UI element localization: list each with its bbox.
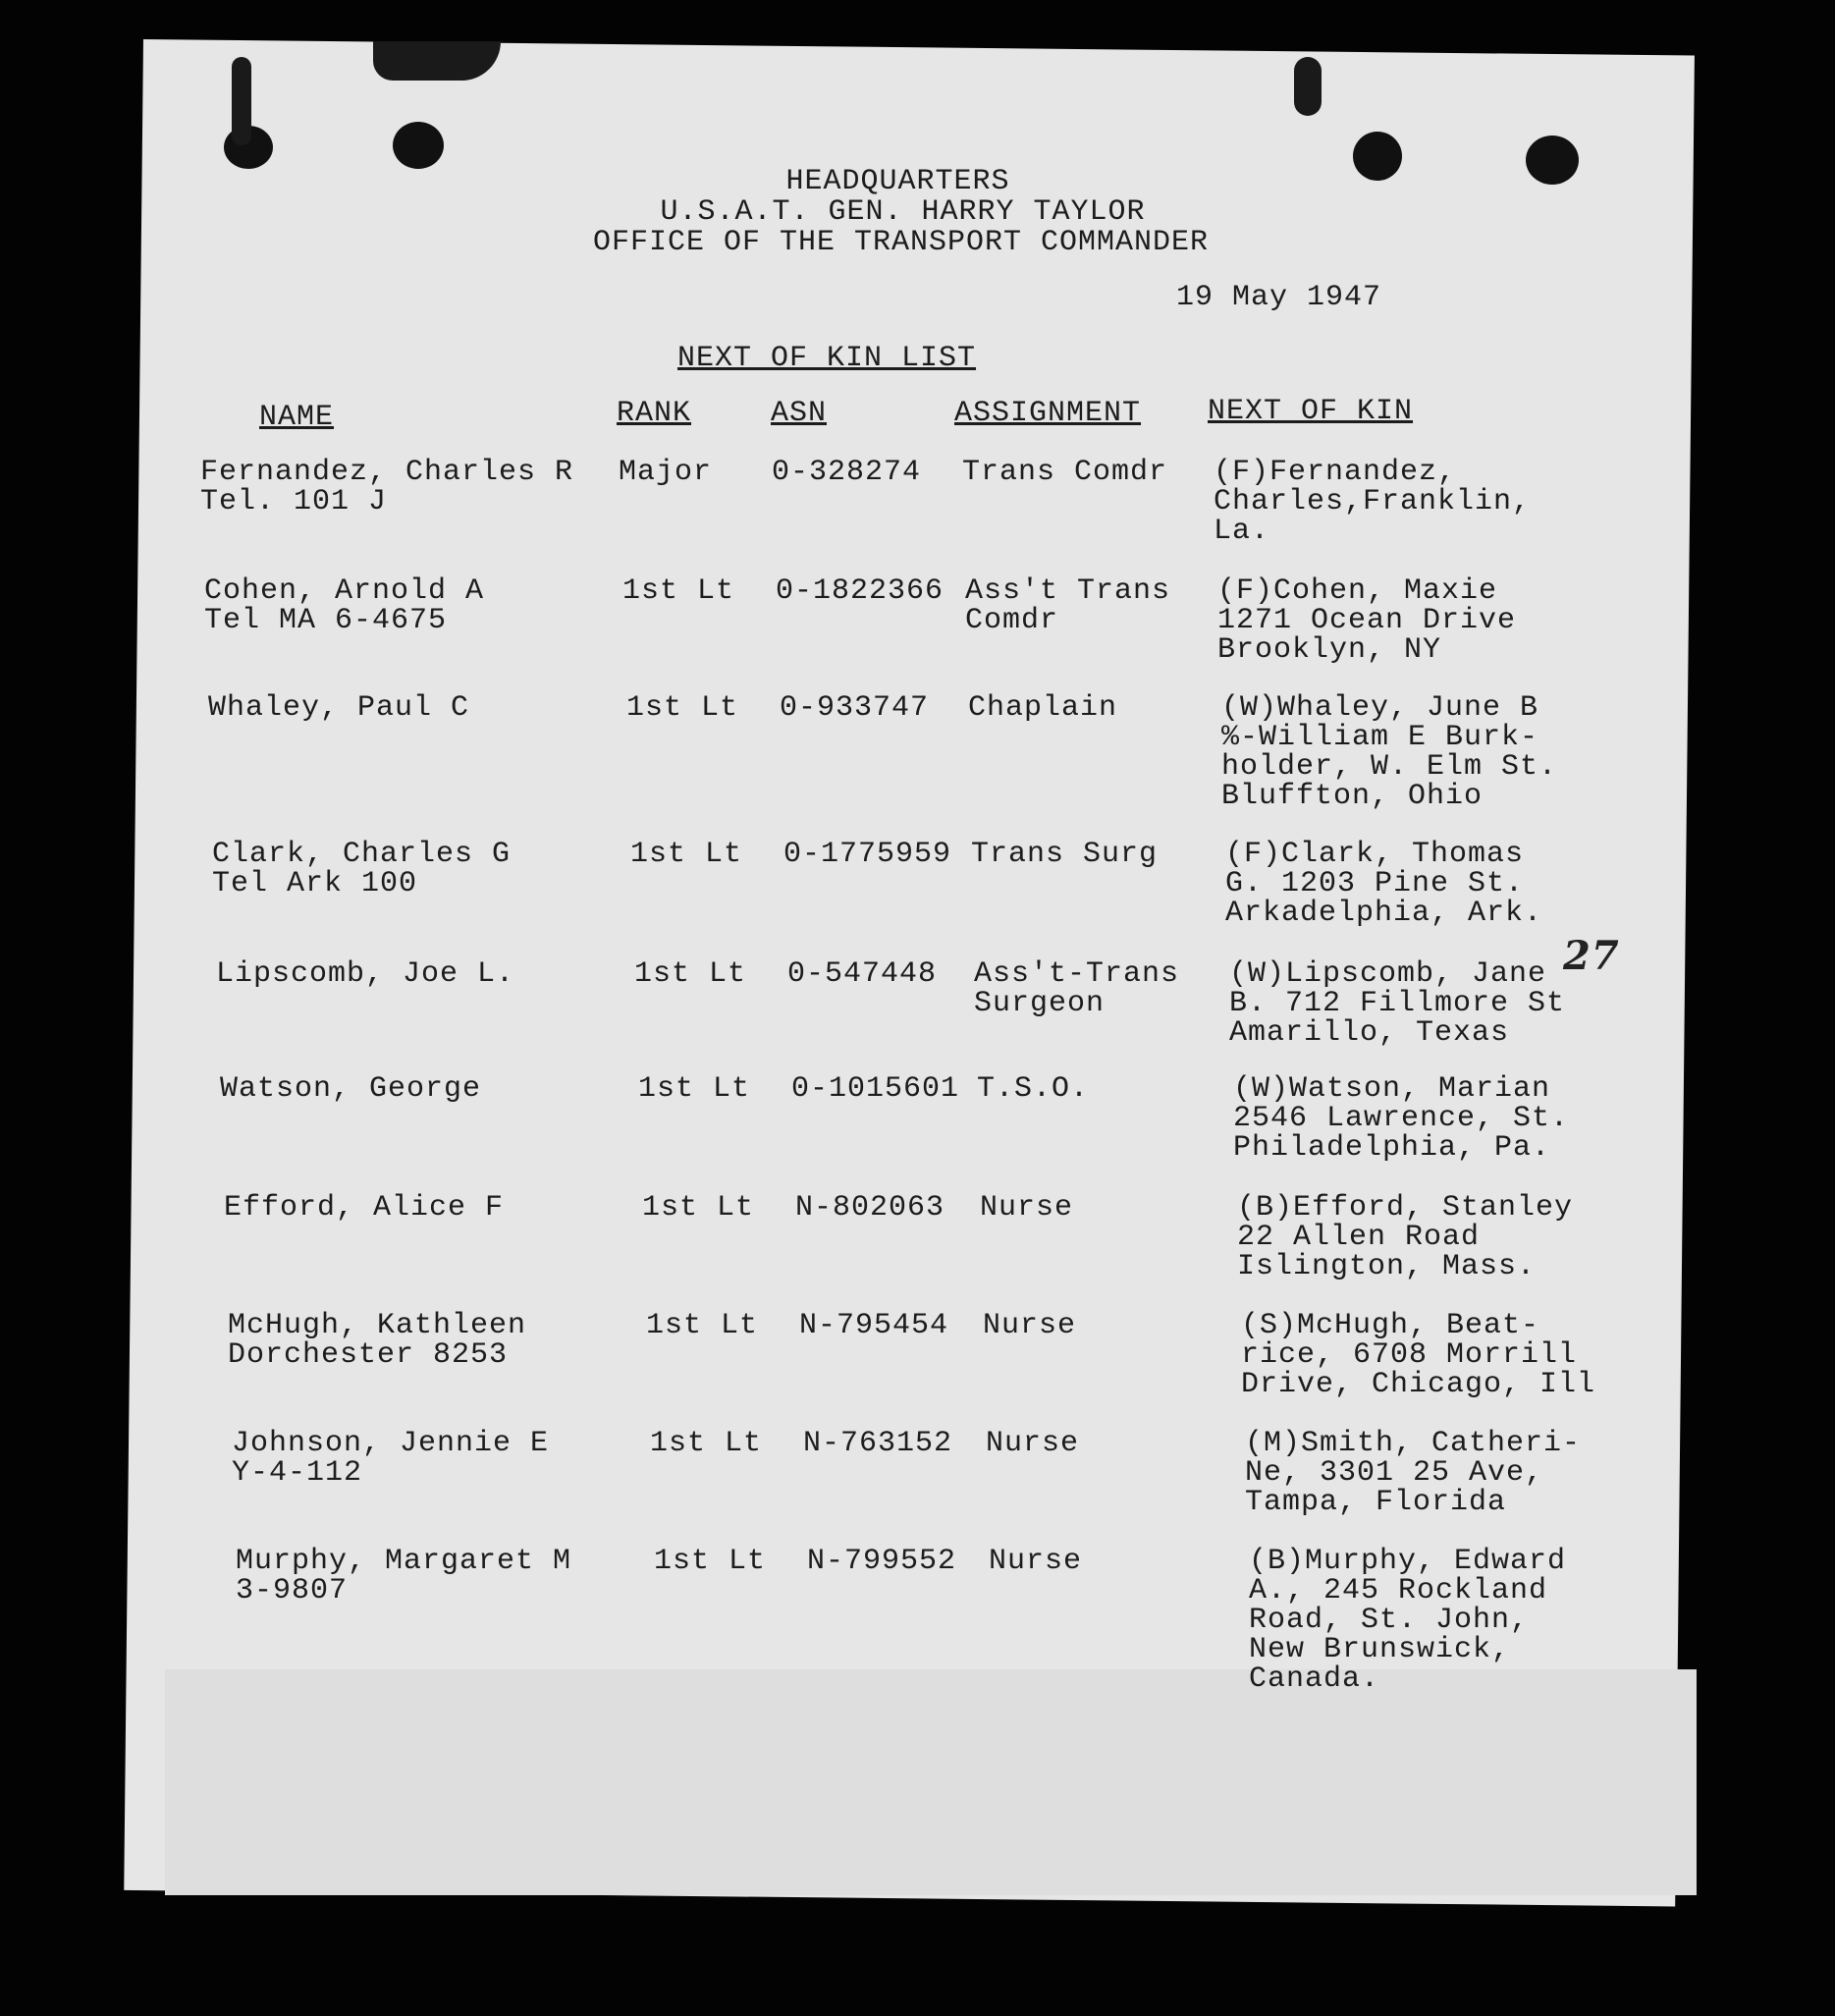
cell-line: Clark, Charles G	[212, 838, 512, 871]
cell-name	[200, 458, 573, 517]
cell-line: (M)Smith, Catheri-	[1245, 1427, 1582, 1460]
column-header-asn: ASN	[771, 397, 828, 430]
cell-line: Tel MA 6-4675	[204, 604, 448, 637]
cell-asn: 0-547448	[787, 957, 938, 991]
cell-line: Ass't-Trans	[974, 957, 1180, 991]
cell-line: Road, St. John,	[1249, 1604, 1530, 1637]
cell-name	[216, 959, 514, 989]
cell-line: T.S.O.	[977, 1072, 1090, 1106]
cell-name	[208, 693, 469, 723]
cell-line: (B)Murphy, Edward	[1249, 1545, 1567, 1578]
cell-line: Amarillo, Texas	[1229, 1016, 1510, 1050]
cell-line: Nurse	[980, 1191, 1074, 1225]
cell-next-of-kin	[1229, 959, 1565, 1048]
cell-next-of-kin	[1233, 1074, 1569, 1163]
cell-assignment	[983, 1311, 1076, 1340]
cell-next-of-kin	[1217, 576, 1516, 665]
cell-rank: 1st Lt	[638, 1072, 751, 1106]
cell-line: A., 245 Rockland	[1249, 1574, 1548, 1607]
cell-asn: N-763152	[803, 1427, 953, 1460]
cell-line: (W)Whaley, June B	[1221, 691, 1539, 725]
cell-line: Bluffton, Ohio	[1221, 780, 1484, 813]
cell-line: %-William E Burk-	[1221, 721, 1539, 754]
cell-line: Brooklyn, NY	[1217, 633, 1442, 667]
cell-line: G. 1203 Pine St.	[1225, 867, 1525, 900]
cell-next-of-kin	[1245, 1429, 1581, 1517]
cell-assignment	[965, 576, 1170, 635]
cell-line: Efford, Alice F	[224, 1191, 505, 1225]
cell-asn: N-802063	[795, 1191, 945, 1225]
cell-asn: 0-328274	[772, 456, 922, 489]
cell-line: Tel Ark 100	[212, 867, 418, 900]
handwritten-page-number: 27	[1563, 933, 1620, 979]
cell-asn: 0-933747	[780, 691, 930, 725]
cell-assignment	[968, 693, 1117, 723]
cell-next-of-kin	[1241, 1311, 1595, 1399]
cell-next-of-kin	[1237, 1193, 1573, 1281]
column-header-name: NAME	[259, 401, 335, 434]
cell-line: Arkadelphia, Ark.	[1225, 897, 1543, 930]
cell-line: Dorchester 8253	[228, 1338, 509, 1372]
cell-line: B. 712 Fillmore St	[1229, 987, 1566, 1020]
cell-name	[220, 1074, 481, 1104]
cell-line: Charles,Franklin,	[1214, 485, 1532, 518]
cell-assignment	[974, 959, 1179, 1018]
cell-asn: N-795454	[799, 1309, 949, 1342]
cell-name	[232, 1429, 549, 1488]
cell-rank: 1st Lt	[650, 1427, 763, 1460]
cell-line: New Brunswick,	[1249, 1633, 1511, 1666]
cell-line: La.	[1214, 515, 1270, 548]
cell-line: (F)Fernandez,	[1214, 456, 1457, 489]
cell-line: Nurse	[983, 1309, 1077, 1342]
letterhead-line-3: OFFICE OF THE TRANSPORT COMMANDER	[592, 226, 1210, 259]
cell-name	[228, 1311, 526, 1370]
cell-line: (W)Watson, Marian	[1233, 1072, 1551, 1106]
cell-next-of-kin	[1225, 840, 1542, 928]
cell-rank: 1st Lt	[626, 691, 739, 725]
cell-asn: 0-1822366	[776, 574, 944, 608]
cell-assignment	[986, 1429, 1079, 1458]
cell-next-of-kin	[1249, 1547, 1566, 1694]
cell-name	[204, 576, 484, 635]
cell-line: Drive, Chicago, Ill	[1241, 1368, 1596, 1401]
cell-line: Canada.	[1249, 1662, 1380, 1696]
cell-name	[236, 1547, 571, 1606]
cell-assignment	[989, 1547, 1082, 1576]
cell-line: Whaley, Paul C	[208, 691, 470, 725]
cell-asn: 0-1015601	[791, 1072, 960, 1106]
cell-line: Trans Comdr	[962, 456, 1168, 489]
cell-rank: 1st Lt	[654, 1545, 767, 1578]
cell-line: (F)Clark, Thomas	[1225, 838, 1525, 871]
cell-line: Tel. 101 J	[200, 485, 388, 518]
cell-name	[212, 840, 511, 899]
cell-rank: 1st Lt	[646, 1309, 759, 1342]
document-title: NEXT OF KIN LIST	[677, 342, 977, 375]
cell-rank: 1st Lt	[642, 1191, 755, 1225]
cell-assignment	[977, 1074, 1089, 1104]
cell-line: Fernandez, Charles R	[200, 456, 574, 489]
cell-line: (B)Efford, Stanley	[1237, 1191, 1574, 1225]
cell-line: Trans Surg	[971, 838, 1159, 871]
cell-line: Lipscomb, Joe L.	[216, 957, 515, 991]
cell-rank: Major	[619, 456, 713, 489]
cell-line: Nurse	[986, 1427, 1080, 1460]
cell-line: Surgeon	[974, 987, 1106, 1020]
cell-line: Chaplain	[968, 691, 1118, 725]
cell-name	[224, 1193, 504, 1223]
cell-line: 1271 Ocean Drive	[1217, 604, 1517, 637]
cell-asn: 0-1775959	[783, 838, 952, 871]
letterhead-line-1: HEADQUARTERS	[785, 165, 1010, 198]
cell-line: Philadelphia, Pa.	[1233, 1131, 1551, 1165]
cell-line: (S)McHugh, Beat-	[1241, 1309, 1540, 1342]
cell-line: Y-4-112	[232, 1456, 363, 1490]
cell-line: 22 Allen Road	[1237, 1221, 1481, 1254]
cell-line: holder, W. Elm St.	[1221, 750, 1558, 784]
cell-line: rice, 6708 Morrill	[1241, 1338, 1578, 1372]
cell-rank: 1st Lt	[630, 838, 743, 871]
column-header-rank: RANK	[617, 397, 692, 430]
cell-line: (F)Cohen, Maxie	[1217, 574, 1498, 608]
cell-line: Tampa, Florida	[1245, 1486, 1507, 1519]
cell-next-of-kin	[1214, 458, 1531, 546]
cell-rank: 1st Lt	[622, 574, 735, 608]
cell-line: Watson, George	[220, 1072, 482, 1106]
cell-line: 2546 Lawrence, St.	[1233, 1102, 1570, 1135]
cell-rank: 1st Lt	[634, 957, 747, 991]
cell-asn: N-799552	[807, 1545, 957, 1578]
letterhead-line-2: U.S.A.T. GEN. HARRY TAYLOR	[660, 195, 1146, 229]
cell-line: (W)Lipscomb, Jane	[1229, 957, 1547, 991]
letterhead	[0, 167, 1835, 258]
cell-line: Nurse	[989, 1545, 1083, 1578]
column-header-next-of-kin: NEXT OF KIN	[1208, 395, 1414, 428]
cell-line: Islington, Mass.	[1237, 1250, 1537, 1283]
cell-line: Johnson, Jennie E	[232, 1427, 550, 1460]
cell-line: 3-9807	[236, 1574, 349, 1607]
cell-assignment	[962, 458, 1167, 487]
cell-line: Murphy, Margaret M	[236, 1545, 572, 1578]
cell-line: Cohen, Arnold A	[204, 574, 485, 608]
cell-line: Comdr	[965, 604, 1059, 637]
column-header-assignment: ASSIGNMENT	[954, 397, 1142, 430]
cell-assignment	[980, 1193, 1073, 1223]
document-date: 19 May 1947	[1176, 281, 1382, 314]
cell-assignment	[971, 840, 1158, 869]
cell-line: Ne, 3301 25 Ave,	[1245, 1456, 1544, 1490]
cell-line: Ass't Trans	[965, 574, 1171, 608]
cell-line: McHugh, Kathleen	[228, 1309, 527, 1342]
cell-next-of-kin	[1221, 693, 1557, 811]
